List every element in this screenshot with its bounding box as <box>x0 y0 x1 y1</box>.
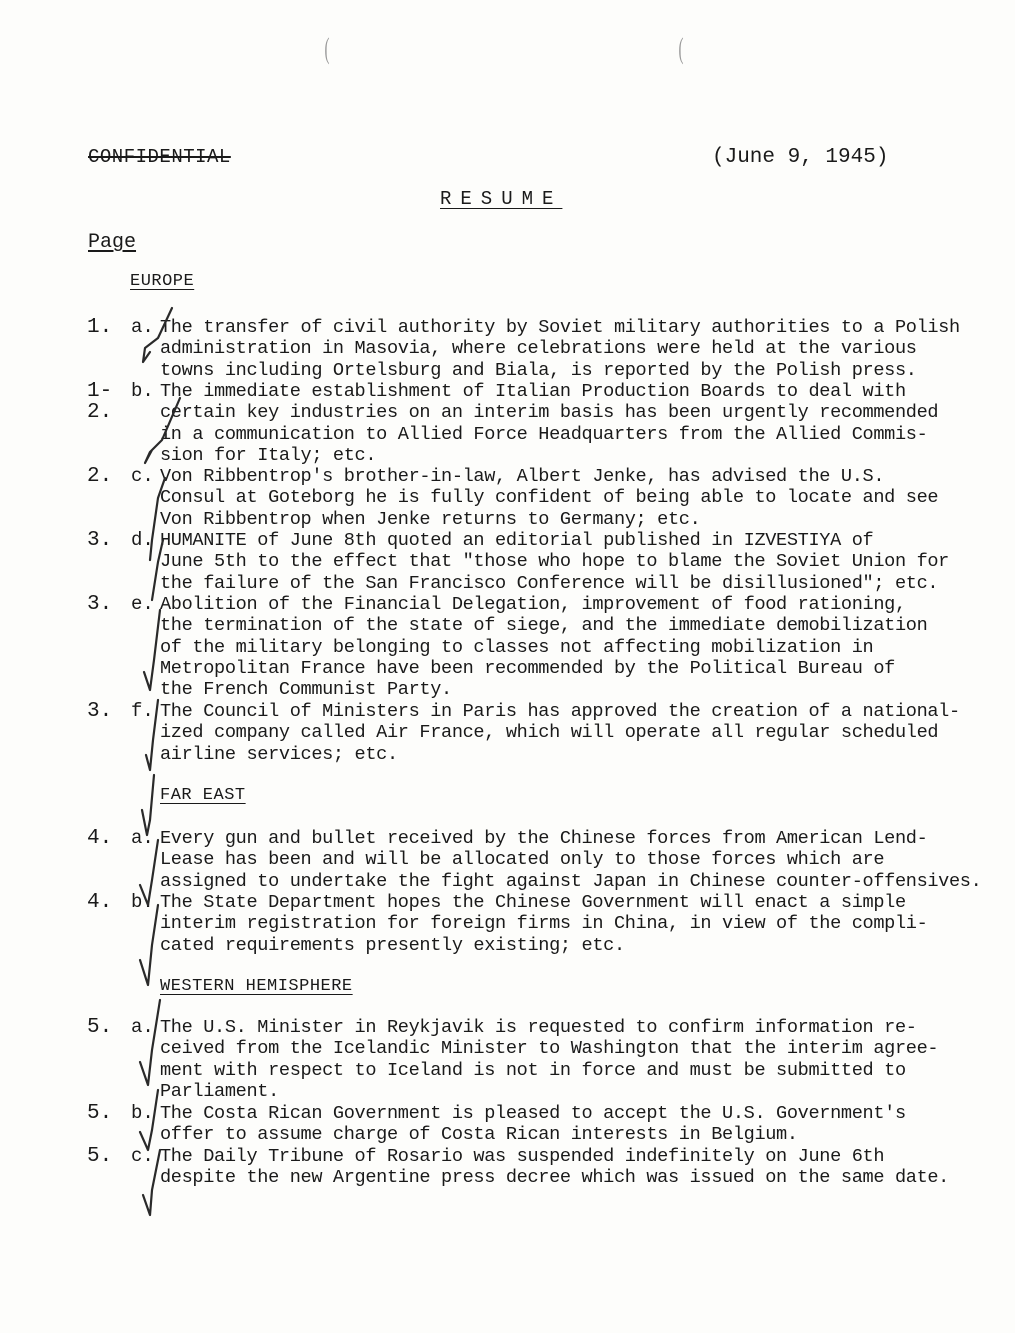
page-number: 4. <box>87 827 113 850</box>
page-number: 5. <box>87 1145 113 1168</box>
item-letter: d. <box>131 529 154 551</box>
text-line: airline services; etc. <box>160 743 398 765</box>
text-line: The transfer of civil authority by Soviet military authorities to a Polish <box>160 317 960 338</box>
text-line: despite the new Argentine press decree which was issued on the same date. <box>160 1167 949 1189</box>
page-number: 5. <box>87 1102 113 1125</box>
item-text <box>160 530 980 594</box>
text-line: ized company called Air France, which will operate all regular scheduled <box>160 722 939 744</box>
text-line: The State Department hopes the Chinese Government will enact a simple <box>160 892 906 913</box>
text-line: offer to assume charge of Costa Rican interests in Belgium. <box>160 1124 798 1146</box>
text-line: Consul at Goteborg he is fully confident of being able to locate and see <box>160 487 939 509</box>
punch-hole-mark: ( <box>324 32 330 65</box>
item-text <box>160 466 980 530</box>
text-line: of the military belonging to classes not affecting mobilization in <box>160 636 874 658</box>
text-line: sion for Italy; etc. <box>160 444 377 466</box>
item-text <box>160 1103 980 1146</box>
text-line: Von Ribbentrop's brother-in-law, Albert Jenke, has advised the U.S. <box>160 466 885 487</box>
page-number: 3. <box>87 593 113 616</box>
text-line: HUMANITE of June 8th quoted an editorial published in IZVESTIYA of <box>160 530 874 551</box>
text-line: the termination of the state of siege, and the immediate demobilization <box>160 615 928 637</box>
text-line: cated requirements presently existing; etc. <box>160 934 625 956</box>
page-number: 5. <box>87 1016 113 1039</box>
item-letter: e. <box>131 593 154 615</box>
page-number: 2. <box>87 465 113 488</box>
page-number: 3. <box>87 529 113 552</box>
item-letter: b. <box>131 1102 154 1124</box>
item-letter: a. <box>131 316 154 338</box>
text-line: Von Ribbentrop when Jenke returns to Germany; etc. <box>160 508 701 530</box>
text-line: towns including Ortelsburg and Biala, is reported by the Polish press. <box>160 359 917 381</box>
text-line: The U.S. Minister in Reykjavik is requested to confirm information re- <box>160 1017 917 1038</box>
section-heading-western-hemisphere: WESTERN HEMISPHERE <box>160 977 353 996</box>
item-text <box>160 892 980 956</box>
text-line: Metropolitan France have been recommended by the Political Bureau of <box>160 657 895 679</box>
text-line: administration in Masovia, where celebrations were held at the various <box>160 338 917 360</box>
check-mark <box>140 1000 160 1085</box>
text-line: The Costa Rican Government is pleased to accept the U.S. Government's <box>160 1103 906 1124</box>
item-text <box>160 594 980 700</box>
text-line: assigned to undertake the fight against Japan in Chinese counter-offensives. <box>160 870 982 892</box>
check-mark <box>144 610 160 690</box>
section-heading-far-east: FAR EAST <box>160 786 246 805</box>
text-line: Every gun and bullet received by the Chinese forces from American Lend- <box>160 828 928 849</box>
text-line: June 5th to the effect that "those who hope to blame the Soviet Union for <box>160 551 949 573</box>
text-line: Abolition of the Financial Delegation, improvement of food rationing, <box>160 594 906 615</box>
item-letter: b. <box>131 891 154 913</box>
text-line: ceived from the Icelandic Minister to Washington that the interim agree- <box>160 1038 939 1060</box>
text-line: The Council of Ministers in Paris has approved the creation of a national- <box>160 701 960 722</box>
text-line: The Daily Tribune of Rosario was suspended indefinitely on June 6th <box>160 1146 885 1167</box>
page-number: 3. <box>87 700 113 723</box>
section-heading-europe: EUROPE <box>130 272 195 291</box>
check-mark <box>142 775 154 835</box>
item-text <box>160 381 980 466</box>
item-letter: b. <box>131 380 154 402</box>
text-line: in a communication to Allied Force Headquarters from the Allied Commis- <box>160 423 928 445</box>
item-letter: c. <box>131 1145 154 1167</box>
page-number: 4. <box>87 891 113 914</box>
text-line: the failure of the San Francisco Conference will be disillusioned"; etc. <box>160 572 939 594</box>
item-letter: c. <box>131 465 154 487</box>
text-line: Lease has been and will be allocated only to those forces which are <box>160 849 885 871</box>
text-line: interim registration for foreign firms in China, in view of the compli- <box>160 913 928 935</box>
item-text <box>160 828 980 892</box>
text-line: Parliament. <box>160 1080 279 1102</box>
punch-hole-mark: ( <box>678 32 684 65</box>
document-title: RESUME <box>440 188 563 210</box>
item-text <box>160 317 980 381</box>
item-letter: a. <box>131 827 154 849</box>
classification-marking: CONFIDENTIAL <box>88 146 231 168</box>
text-line: ment with respect to Iceland is not in force and must be submitted to <box>160 1059 906 1081</box>
item-letter: f. <box>131 700 154 722</box>
item-letter: a. <box>131 1016 154 1038</box>
text-line: the French Communist Party. <box>160 679 452 701</box>
document-date: (June 9, 1945) <box>712 146 889 169</box>
page-number: 1- 2. <box>87 380 113 425</box>
page-number: 1. <box>87 316 113 339</box>
item-text <box>160 1146 980 1189</box>
text-line: certain key industries on an interim basis has been urgently recommended <box>160 402 939 424</box>
check-mark <box>140 905 158 985</box>
text-line: The immediate establishment of Italian Production Boards to deal with <box>160 381 906 402</box>
item-text <box>160 701 980 765</box>
page-column-label: Page <box>88 231 137 254</box>
item-text <box>160 1017 980 1102</box>
